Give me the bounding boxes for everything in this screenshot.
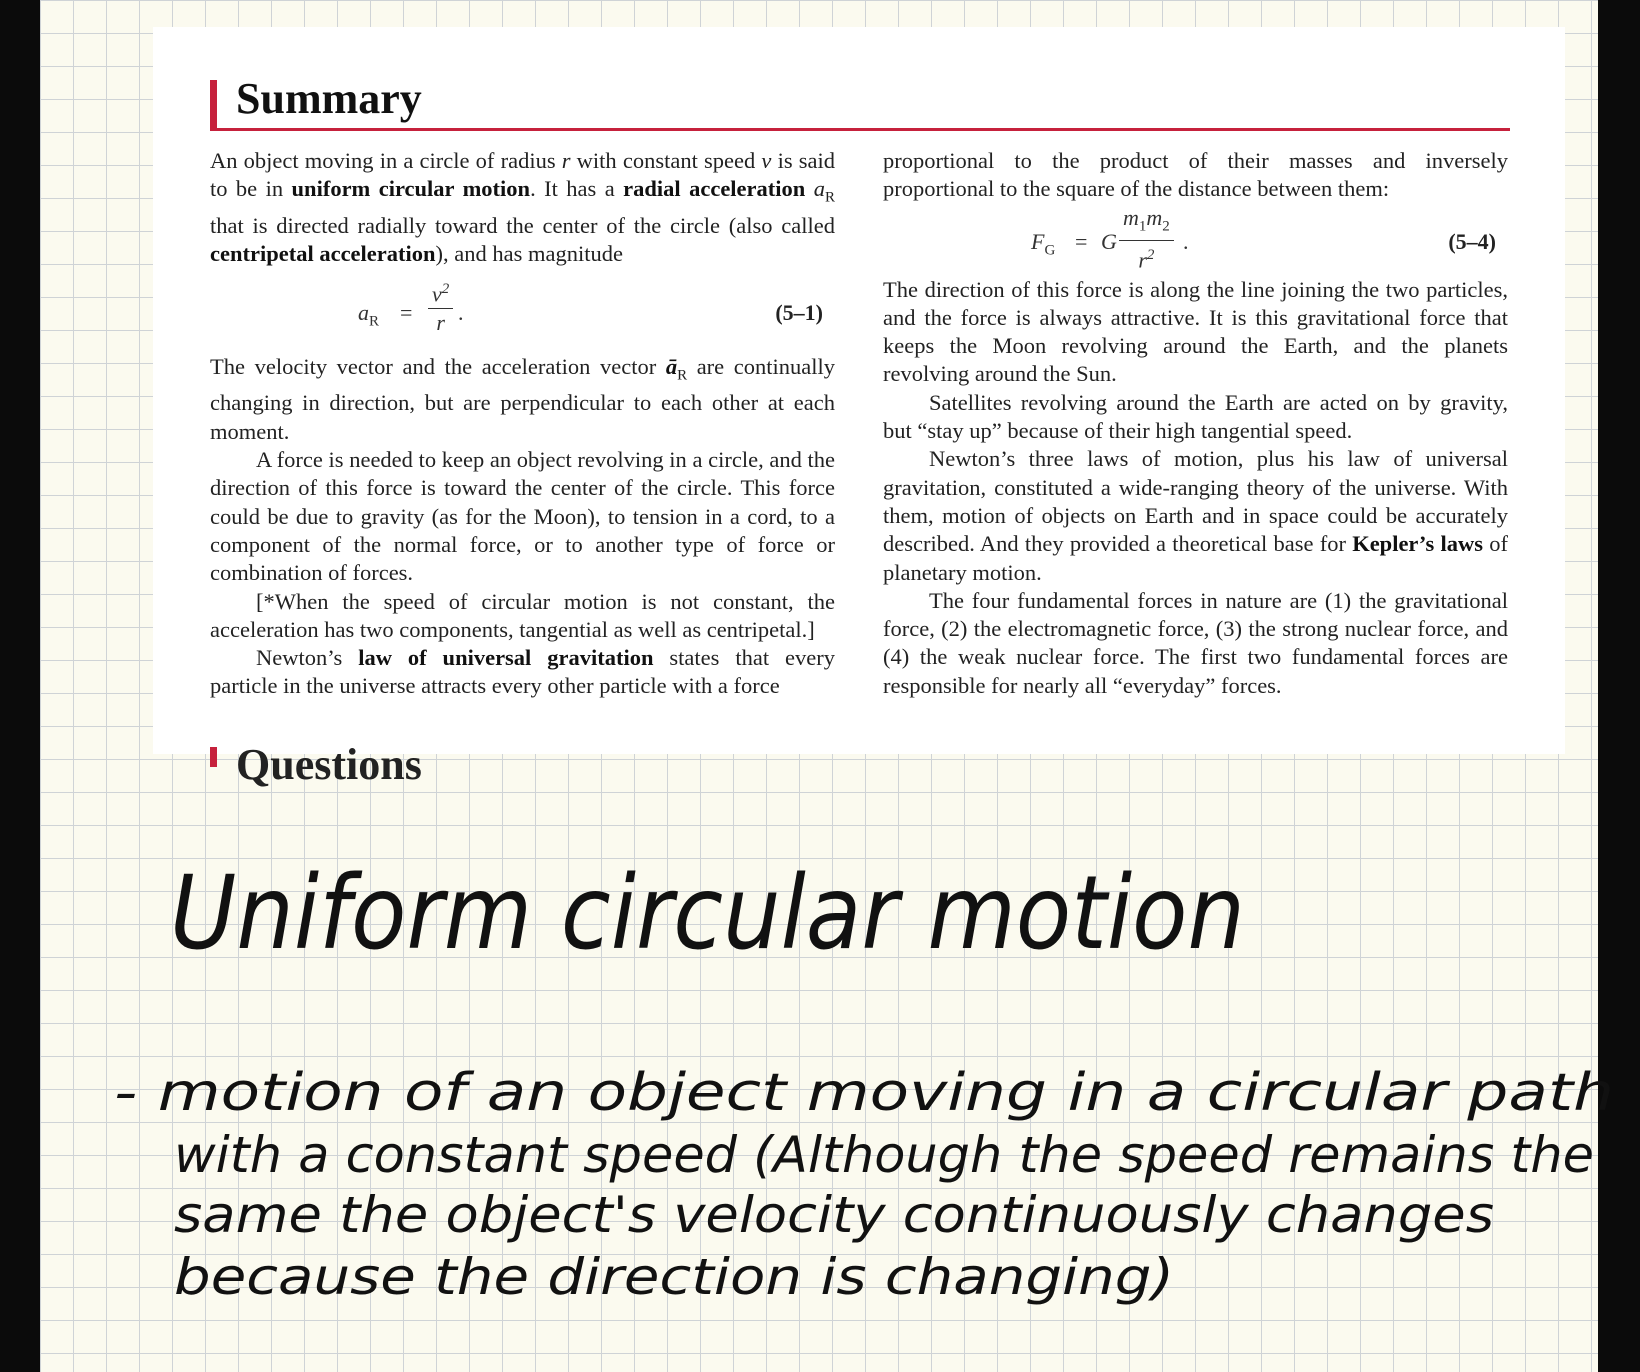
handwritten-line: with a constant speed (Although the speed remains the <box>174 1126 1594 1184</box>
equation-5-1: $a_R$ = $\frac{v^2}{r}$ . (5–1) <box>210 269 835 353</box>
handwritten-line: same the object's velocity continuously changes <box>174 1186 1494 1244</box>
paragraph: [*When the speed of circular motion is not constant, the acceleration has two components, tangential as well as centripetal.] <box>210 588 835 642</box>
paragraph: Newton’s law of universal gravitation states that every particle in the universe attracts every other particle with a force <box>210 645 835 699</box>
equation-5-4: $F_G$ = G $\frac{m_1m_2}{r^2}$ . (5–4) <box>1031 204 1496 273</box>
paragraph: An object moving in a circle of radius r with constant speed v is said to be in uniform circular motion. It has a radial acceleration $a_R$ that is directed radially toward the center of the circle (also called centripetal acceleration), and has magnitude <box>210 148 835 267</box>
equation-number: (5–1) <box>775 299 823 325</box>
paragraph: proportional to the product of their masses and inversely proportional to the square of the distance between them: <box>883 148 1508 202</box>
paragraph: The four fundamental forces in nature are (1) the gravitational force, (2) the electromagnetic force, (3) the strong nuclear force, and (4) the weak nuclear force. The first two fundamental forces are responsible for nearly all “everyday” forces. <box>883 587 1508 698</box>
handwritten-line: - motion of an object moving in a circular path <box>114 1063 1614 1123</box>
paragraph: Newton’s three laws of motion, plus his law of universal gravitation, constituted a wide-ranging theory of the universe. With them, motion of objects on Earth and in space could be accurately described. And they provided a theoretical base for Kepler’s laws of planetary motion. <box>883 446 1508 585</box>
paragraph: The velocity vector and the acceleration vector $ā_R$ are continually changing in direction, but are perpendicular to each other at each moment. <box>210 353 835 444</box>
cut-off-next-heading: Questions <box>210 743 510 763</box>
handwritten-notes <box>40 0 1614 1372</box>
paragraph: A force is needed to keep an object revolving in a circle, and the direction of this force is toward the center of the circle. This force could be due to gravity (as for the Moon), to tension in a cord, to a component of the normal force, or to another type of force or combination of forces. <box>210 447 835 586</box>
handwritten-title: Uniform circular motion <box>170 854 1245 973</box>
paragraph: The direction of this force is along the line joining the two particles, and the force is always attractive. It is this gravitational force that keeps the Moon revolving around the Earth, and the planets revolving around the Sun. <box>883 276 1508 387</box>
summary-heading: Summary <box>236 74 422 123</box>
equation-number: (5–4) <box>1448 228 1496 254</box>
grid-notebook-page <box>40 0 1614 1372</box>
handwritten-line: because the direction is changing) <box>174 1248 1174 1306</box>
paragraph: Satellites revolving around the Earth are acted on by gravity, but “stay up” because of their high tangential speed. <box>883 389 1508 444</box>
